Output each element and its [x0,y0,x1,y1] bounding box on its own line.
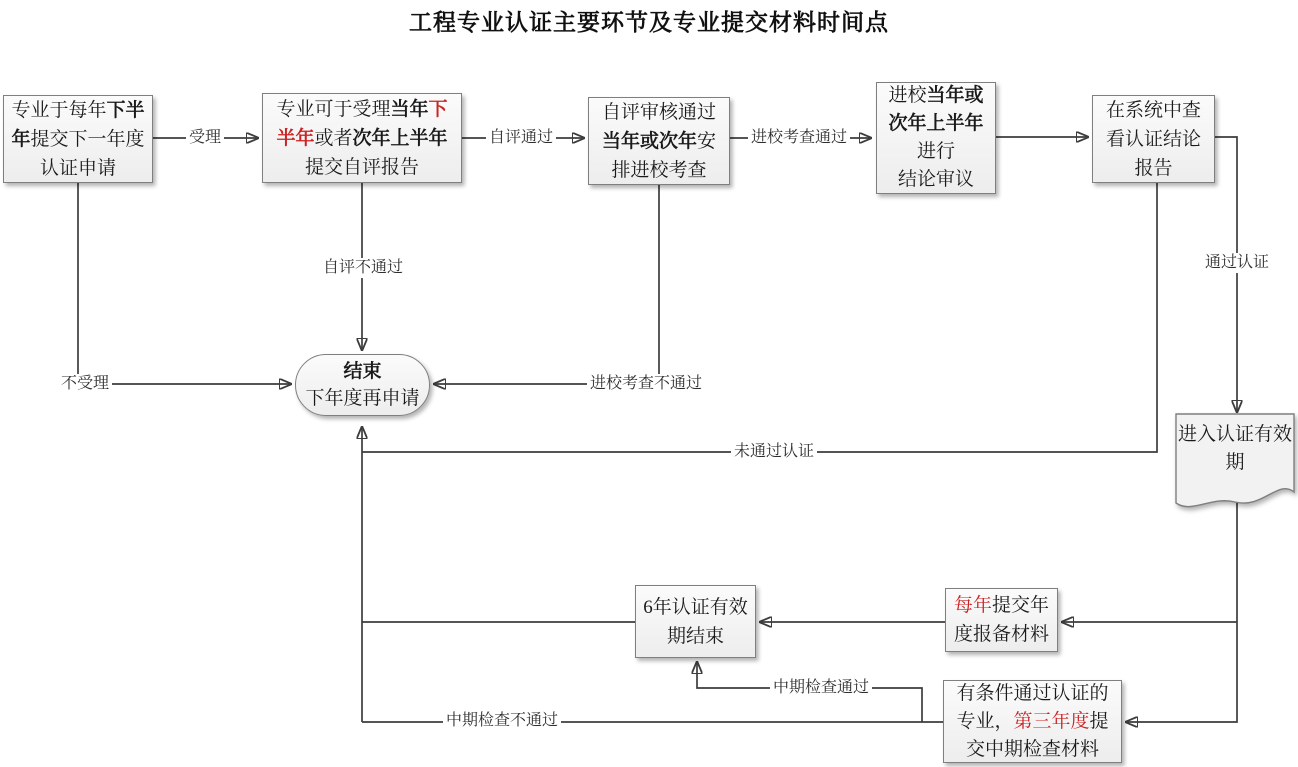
edge-label-self-eval-fail: 自评不通过 [320,258,406,278]
edge-label-midterm-pass: 中期检查通过 [770,678,872,698]
edge-validity-to-midterm [1126,503,1237,722]
node-site-visit [588,97,730,185]
edge-label-site-visit-fail: 进校考查不通过 [587,374,705,394]
node-end [295,354,430,416]
edge-cert-pass [1215,137,1237,412]
node-apply-text: 专业于每年下半年提交下一年度认证申请 [11,99,145,179]
node-annual-report [945,588,1058,652]
edge-not-accepted [78,183,291,384]
node-annual-report-text: 每年提交年度报备材料 [953,595,1050,645]
edge-label-cert-fail: 未通过认证 [731,442,817,462]
node-conclusion-review [876,82,996,194]
node-expire-text: 6年认证有效期结束 [643,596,748,647]
edge-label-not-accepted: 不受理 [58,374,112,394]
node-expire [635,585,756,658]
edge-cert-fail [362,183,1157,452]
edge-label-cert-pass: 通过认证 [1202,253,1272,273]
node-midterm [943,680,1122,763]
node-site-visit-text: 自评审核通过当年或次年安排进校考查 [601,101,717,181]
edge-label-self-eval-pass: 自评通过 [486,128,556,148]
node-self-report-text: 专业可于受理当年下半年或者次年上半年提交自评报告 [276,98,448,178]
node-view-report-text: 在系统中查看认证结论报告 [1105,99,1201,179]
node-view-report [1092,95,1215,183]
edge-label-midterm-fail: 中期检查不通过 [443,711,561,731]
edge-label-accept: 受理 [186,128,224,148]
node-conclusion-review-text: 进校当年或 次年上半年 进行 结论审议 [888,85,984,190]
node-self-report [262,93,462,183]
node-midterm-text: 有条件通过认证的专业，第三年度提交中期检查材料 [956,682,1109,760]
diagram-title: 工程专业认证主要环节及专业提交材料时间点 [409,10,889,35]
node-validity-text: 进入认证有效期 [1177,424,1292,473]
edge-site-visit-fail [434,185,659,384]
node-validity [1175,413,1295,513]
node-end-text: 结束 下年度再申请 [305,361,420,409]
edge-label-site-visit-pass: 进校考查通过 [748,128,850,148]
node-apply [3,95,153,183]
